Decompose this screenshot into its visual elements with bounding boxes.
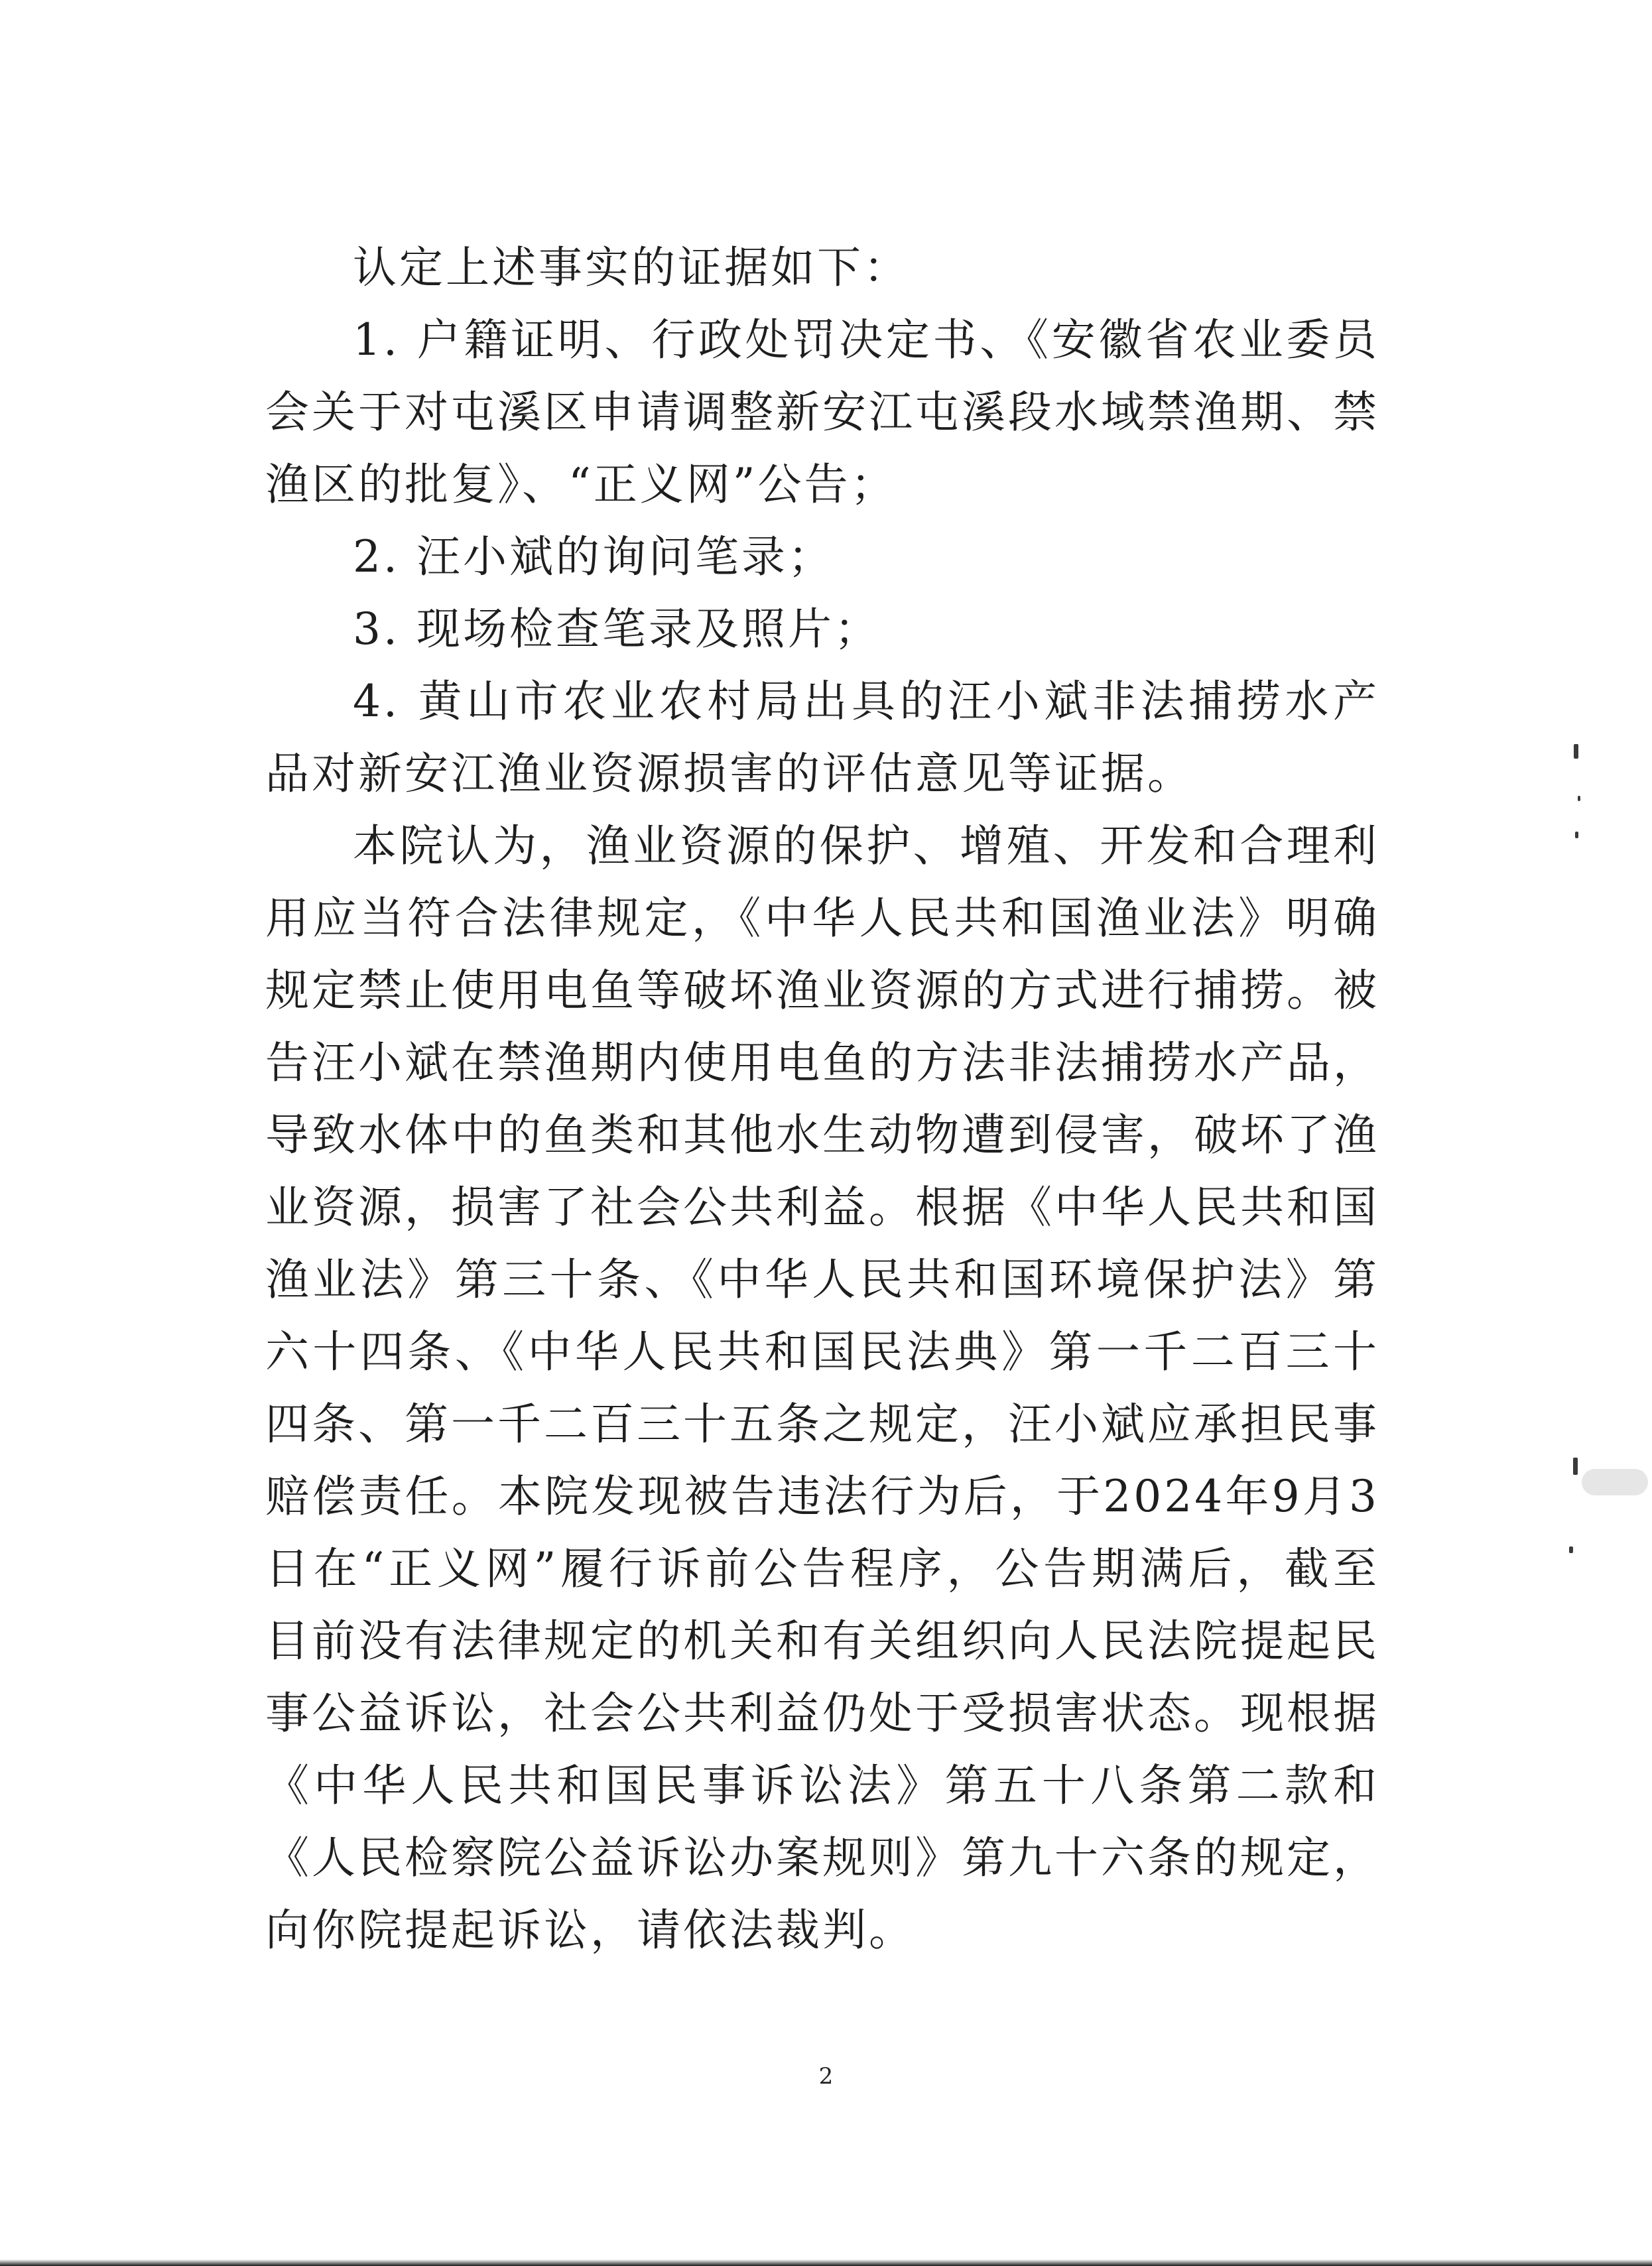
page-number: 2 <box>818 2063 834 2090</box>
scan-mark <box>1569 1546 1573 1553</box>
evidence-item-3: 3. 现场检查笔录及照片； <box>353 603 881 655</box>
scan-mark <box>1573 1458 1578 1475</box>
evidence-item-4: 4. 黄山市农业农村局出具的汪小斌非法捕捞水产品对新安江渔业资源损害的评估意见等证据。 <box>265 676 1379 799</box>
scan-mark <box>1574 744 1578 759</box>
evidence-item-2: 2. 汪小斌的询问笔录； <box>353 531 834 582</box>
scan-bottom-edge <box>0 2259 1652 2266</box>
scan-smudge <box>1582 1469 1648 1495</box>
evidence-intro: 认定上述事实的证据如下： <box>353 242 910 293</box>
evidence-item-1: 1. 户籍证明、行政处罚决定书、《安徽省农业委员会关于对屯溪区申请调整新安江屯溪段水域禁渔期、禁渔区的批复》、“正义网”公告； <box>265 314 1379 510</box>
scan-mark <box>1578 796 1580 801</box>
scan-mark <box>1575 832 1578 838</box>
court-opinion-paragraph: 本院认为，渔业资源的保护、增殖、开发和合理利用应当符合法律规定，《中华人民共和国渔业法》明确规定禁止使用电鱼等破坏渔业资源的方式进行捕捞。被告汪小斌在禁渔期内使用电鱼的方法非法捕捞水产品，导致水体中的鱼类和其他水生动物遭到侵害，破坏了渔业资源，损害了社会公共利益。根据《中华人民共和国渔业法》第三十条、《中华人民共和国环境保护法》第六十四条、《中华人民共和国民法典》第一千二百三十四条、第一千二百三十五条之规定，汪小斌应承担民事赔偿责任。本院发现被告违法行为后，于2024年9月3日在“正义网”履行诉前公告程序，公告期满后，截至目前没有法律规定的机关和有关组织向人民法院提起民事公益诉讼，社会公共利益仍处于受损害状态。现根据《中华人民共和国民事诉讼法》第五十八条第二款和《人民检察院公益诉讼办案规则》第九十六条的规定，向你院提起诉讼，请依法裁判。 <box>265 820 1379 1956</box>
document-body <box>265 231 1379 1966</box>
